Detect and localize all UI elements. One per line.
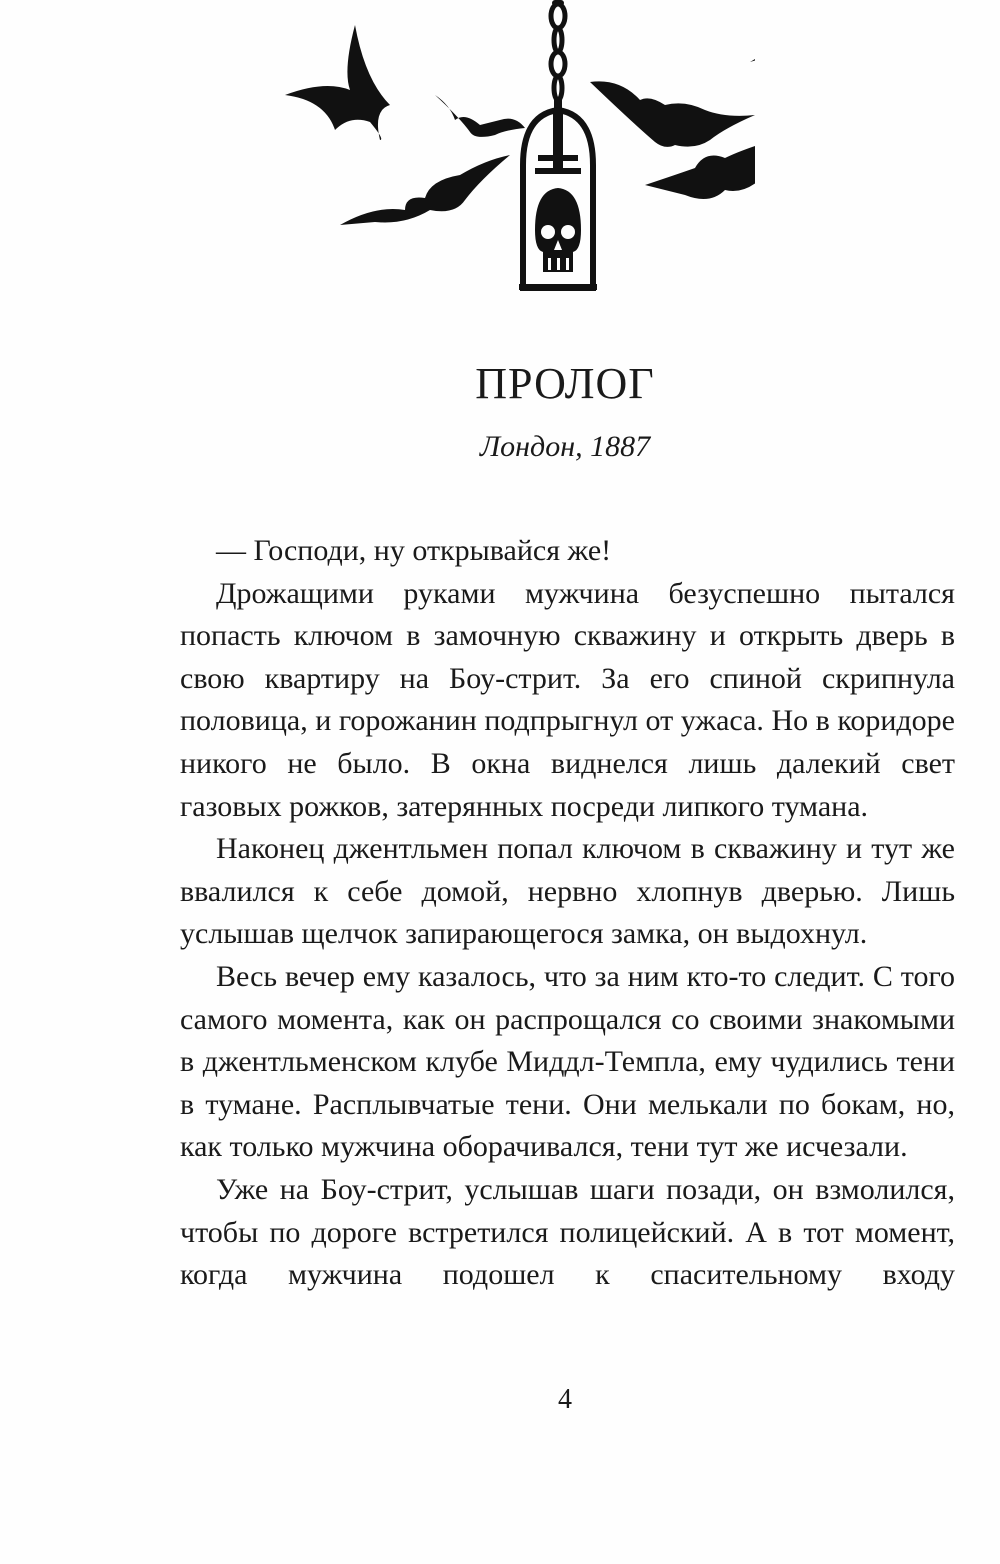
paragraph: Весь вечер ему казалось, что за ним кто-то следит. С того самого момента, как он распрощался со своими знакомыми в джентльменском клубе Миддл-Темпла, ему чудились тени в тумане. Расплывчатые тени. Они мелькали по бокам, но, как только мужчина оборачивался, тени тут же исчезали. <box>180 959 955 1164</box>
chapter-title: ПРОЛОГ <box>475 359 655 408</box>
skull-icon <box>535 188 581 272</box>
bats-lantern-illustration <box>255 0 755 300</box>
paragraph: Наконец джентльмен попал ключом в скважину и тут же ввалился к себе домой, нервно хлопнув дверью. Лишь услышав щелчок запирающегося замка, он выдохнул. <box>180 832 955 951</box>
chain-icon <box>551 0 565 114</box>
page-number: 4 <box>558 1384 572 1415</box>
paragraph: Дрожащими руками мужчина безуспешно пытался попасть ключом в замочную скважину и открыть дверь в свою квартиру на Боу-стрит. За его спиной скрипнула половица, и горожанин подпрыгнул от ужаса. Но в коридоре никого не было. В окна виднелся лишь далекий свет газовых рожков, затерянных посреди липкого тумана. <box>180 576 955 823</box>
paragraph: Уже на Боу-стрит, услышав шаги позади, он взмолился, чтобы по дороге встретился полицейский. А в тот момент, когда мужчина подошел к спасительному входу <box>180 1172 955 1292</box>
chapter-body <box>180 530 955 1297</box>
paragraph: — Господи, ну открывайся же! <box>216 534 612 567</box>
chapter-subtitle: Лондон, 1887 <box>479 430 651 463</box>
